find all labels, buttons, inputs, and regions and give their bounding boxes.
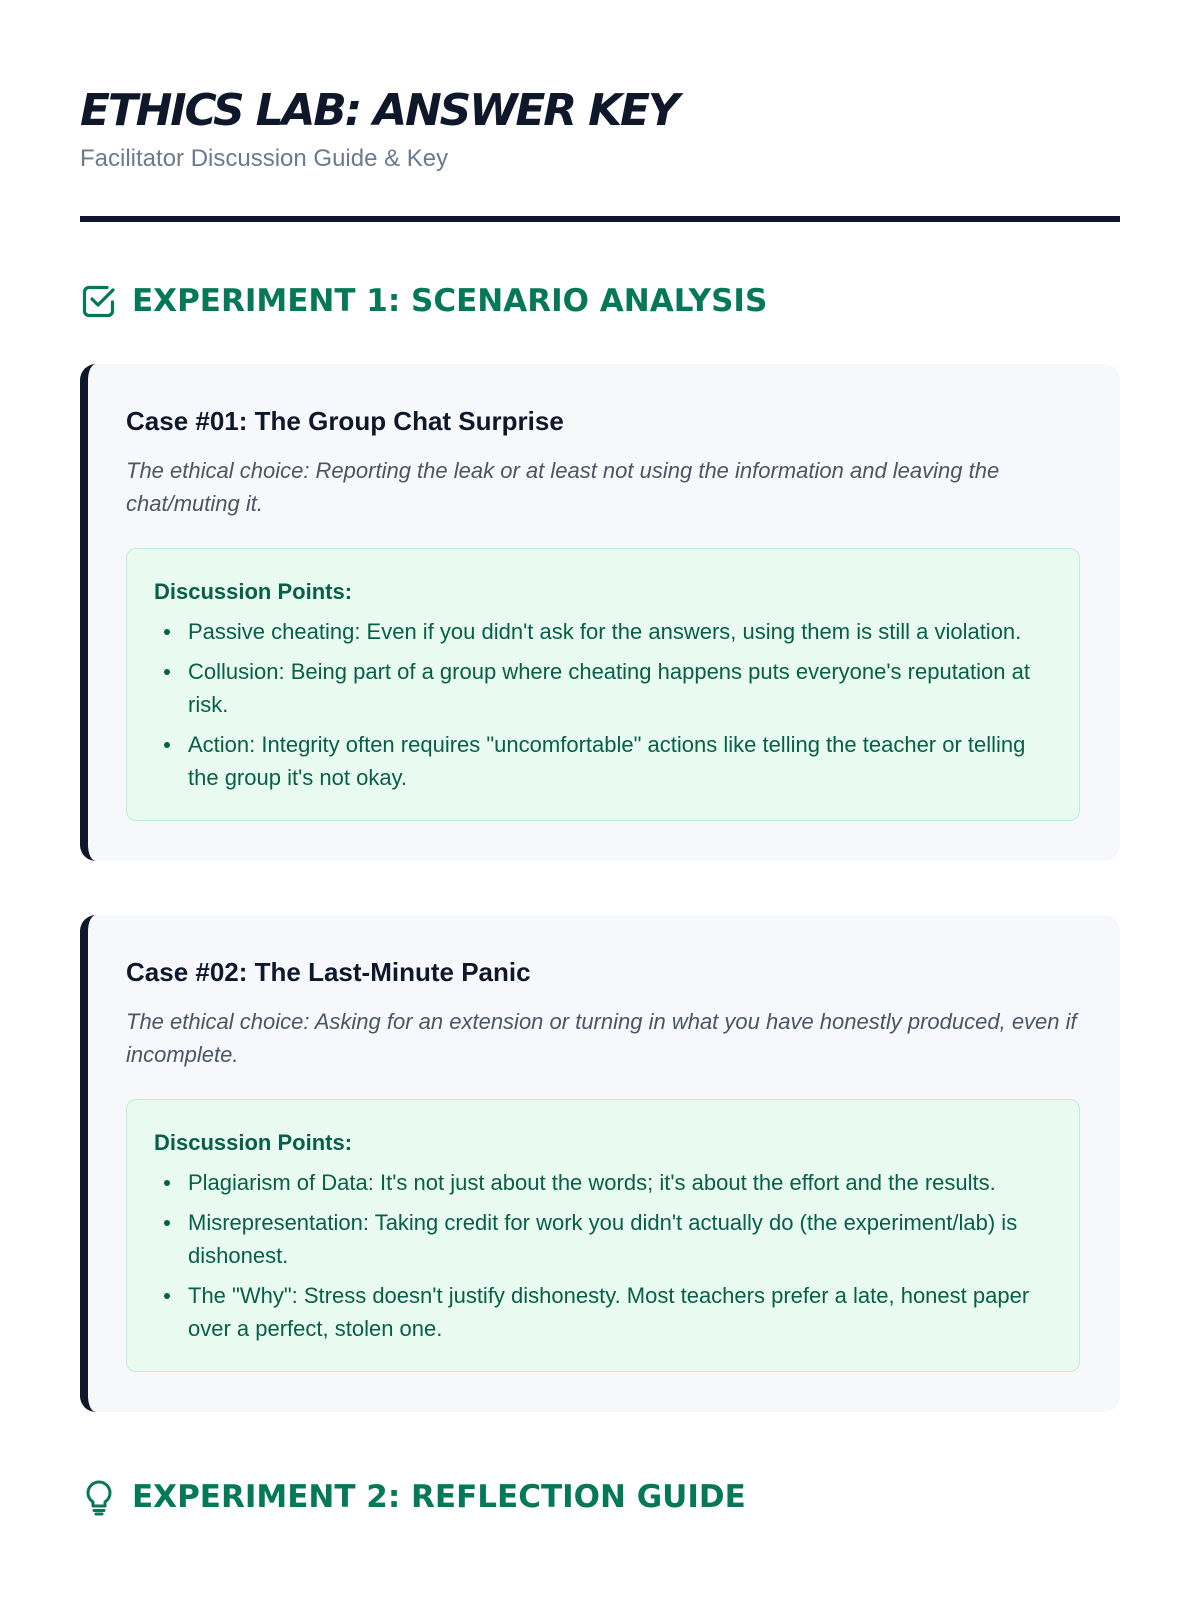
discussion-point: Action: Integrity often requires "uncomfortable" actions like telling the teacher or telling the group it's not okay. bbox=[188, 728, 1053, 794]
ethical-choice-text: The ethical choice: Asking for an extension or turning in what you have honestly produced, even if incomplete. bbox=[126, 1009, 1077, 1067]
discussion-points-heading: Discussion Points: bbox=[154, 579, 353, 604]
case-card-02 bbox=[80, 915, 1120, 1412]
discussion-point: Passive cheating: Even if you didn't ask for the answers, using them is still a violation. bbox=[188, 615, 1053, 648]
section-heading-experiment-2 bbox=[80, 1476, 1120, 1518]
page-title: ETHICS LAB: ANSWER KEY bbox=[80, 85, 678, 136]
discussion-point: Collusion: Being part of a group where cheating happens puts everyone's reputation at risk. bbox=[188, 655, 1053, 721]
section-title: EXPERIMENT 1: SCENARIO ANALYSIS bbox=[132, 283, 768, 319]
page-subtitle: Facilitator Discussion Guide & Key bbox=[80, 145, 449, 172]
ethical-choice-text: The ethical choice: Reporting the leak or at least not using the information and leaving the chat/muting it. bbox=[126, 458, 1000, 516]
section-title: EXPERIMENT 2: REFLECTION GUIDE bbox=[132, 1479, 746, 1515]
discussion-points-box bbox=[126, 548, 1080, 821]
discussion-point: The "Why": Stress doesn't justify dishonesty. Most teachers prefer a late, honest paper over a perfect, stolen one. bbox=[188, 1279, 1053, 1345]
discussion-point: Misrepresentation: Taking credit for work you didn't actually do (the experiment/lab) is dishonest. bbox=[188, 1206, 1053, 1272]
section-heading-experiment-1 bbox=[80, 280, 1120, 322]
checkbox-icon bbox=[80, 282, 118, 320]
case-title: Case #02: The Last-Minute Panic bbox=[126, 957, 531, 987]
discussion-points-list bbox=[154, 1166, 1053, 1345]
discussion-points-heading: Discussion Points: bbox=[154, 1130, 353, 1155]
discussion-point: Plagiarism of Data: It's not just about the words; it's about the effort and the results. bbox=[188, 1166, 1053, 1199]
header-divider bbox=[80, 216, 1120, 222]
case-title: Case #01: The Group Chat Surprise bbox=[126, 406, 564, 436]
case-card-01 bbox=[80, 364, 1120, 861]
discussion-points-box bbox=[126, 1099, 1080, 1372]
discussion-points-list bbox=[154, 615, 1053, 794]
lightbulb-icon bbox=[80, 1478, 118, 1516]
